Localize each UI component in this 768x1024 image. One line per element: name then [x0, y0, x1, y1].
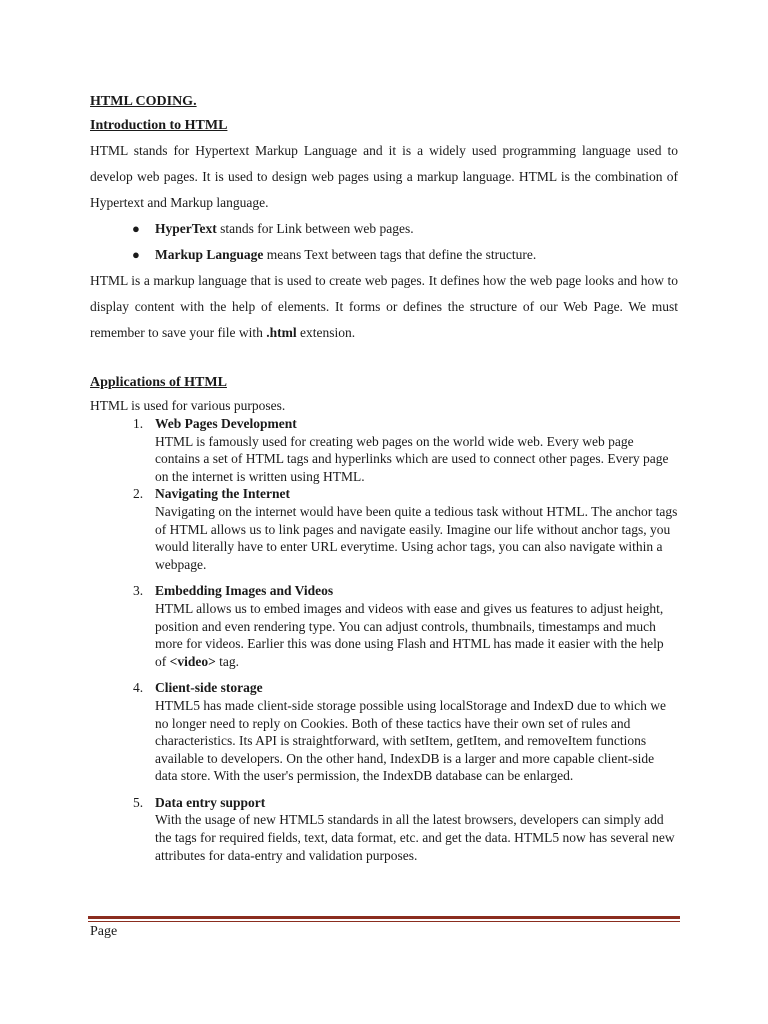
- list-number: 1.: [133, 416, 144, 431]
- footer-rule-thin: [88, 921, 680, 922]
- bullet-text: means Text between tags that define the structure.: [263, 247, 537, 262]
- bullet-icon: ●: [132, 221, 140, 236]
- list-item-desc: HTML is famously used for creating web pages on the world wide web. Every web page contains a set of HTML tags and hyperlinks which are used to connect other pages. Every page on the internet is written using HTML.: [155, 433, 669, 484]
- applications-intro: HTML is used for various purposes.: [90, 398, 286, 413]
- html-extension: .html: [266, 325, 297, 340]
- document-title: HTML CODING.: [90, 94, 197, 109]
- list-item: [90, 794, 678, 864]
- list-item: [90, 679, 678, 785]
- intro-bullet-list: [90, 216, 678, 268]
- list-number: 5.: [133, 794, 144, 810]
- list-number: 2.: [133, 486, 144, 502]
- applications-heading: Applications of HTML: [90, 375, 227, 390]
- bullet-item: [90, 242, 678, 268]
- list-number: 3.: [133, 583, 144, 599]
- list-item-title: Client-side storage: [155, 680, 263, 696]
- bullet-item: [90, 216, 678, 242]
- list-item-desc: With the usage of new HTML5 standards in all the latest browsers, developers can simply add the tags for required fields, text, data format, etc. and get the data. HTML5 now has several new attributes for data-entry and validation purposes.: [155, 812, 675, 863]
- intro-paragraph: HTML stands for Hypertext Markup Language and it is a widely used programming language used to develop web pages. It is used to design web pages using a markup language. HTML is the combination of Hypertext and Markup language.: [90, 143, 678, 210]
- list-item-desc: Navigating on the internet would have been quite a tedious task without HTML. The anchor tags of HTML allows us to link pages and navigate easily. Imagine our life without anchor tags, you would literally have to enter URL everytime. Using achor tags, you can also navigate within a webpage.: [155, 503, 678, 572]
- bullet-icon: ●: [132, 247, 140, 262]
- list-number: 4.: [133, 680, 144, 696]
- intro-heading: Introduction to HTML: [90, 118, 228, 133]
- list-item-title: Web Pages Development: [155, 416, 297, 431]
- applications-list: [90, 415, 678, 864]
- document-body: [90, 86, 678, 864]
- footer-rule: [88, 916, 680, 919]
- list-item-title: Data entry support: [155, 794, 266, 810]
- page-footer-label: Page: [90, 924, 118, 939]
- list-item-title: Navigating the Internet: [155, 486, 290, 502]
- bullet-term: HyperText: [155, 221, 217, 236]
- list-item-desc: HTML allows us to embed images and videos with ease and gives us features to adjust height, position and even rendering type. You can adjust controls, thumbnails, timestamps and much more for videos. Earlier this was done using Flash and HTML has made it easier with the help of <video> tag.: [155, 600, 664, 669]
- list-item: [90, 582, 678, 670]
- bullet-text: stands for Link between web pages.: [216, 221, 414, 236]
- list-item: [90, 485, 678, 573]
- video-tag: <video>: [169, 653, 216, 669]
- list-item-desc: HTML5 has made client-side storage possible using localStorage and IndexD due to which we no longer need to reply on Cookies. Both of these tactics have their own set of rules and characteristics. Its API is straightforward, with setItem, getItem, and removeItem functions available to developers. On the other hand, IndexDB is a larger and more capable client-side data store. With the user's permission, the IndexDB database can be enlarged.: [155, 697, 666, 784]
- list-item-title: Embedding Images and Videos: [155, 583, 334, 599]
- intro-paragraph-2: HTML is a markup language that is used to create web pages. It defines how the web page looks and how to display content with the help of elements. It forms or defines the structure of our Web Page. We must remember to save your file with .html extension.: [90, 273, 678, 340]
- bullet-term: Markup Language: [155, 247, 264, 262]
- list-item: [90, 415, 678, 485]
